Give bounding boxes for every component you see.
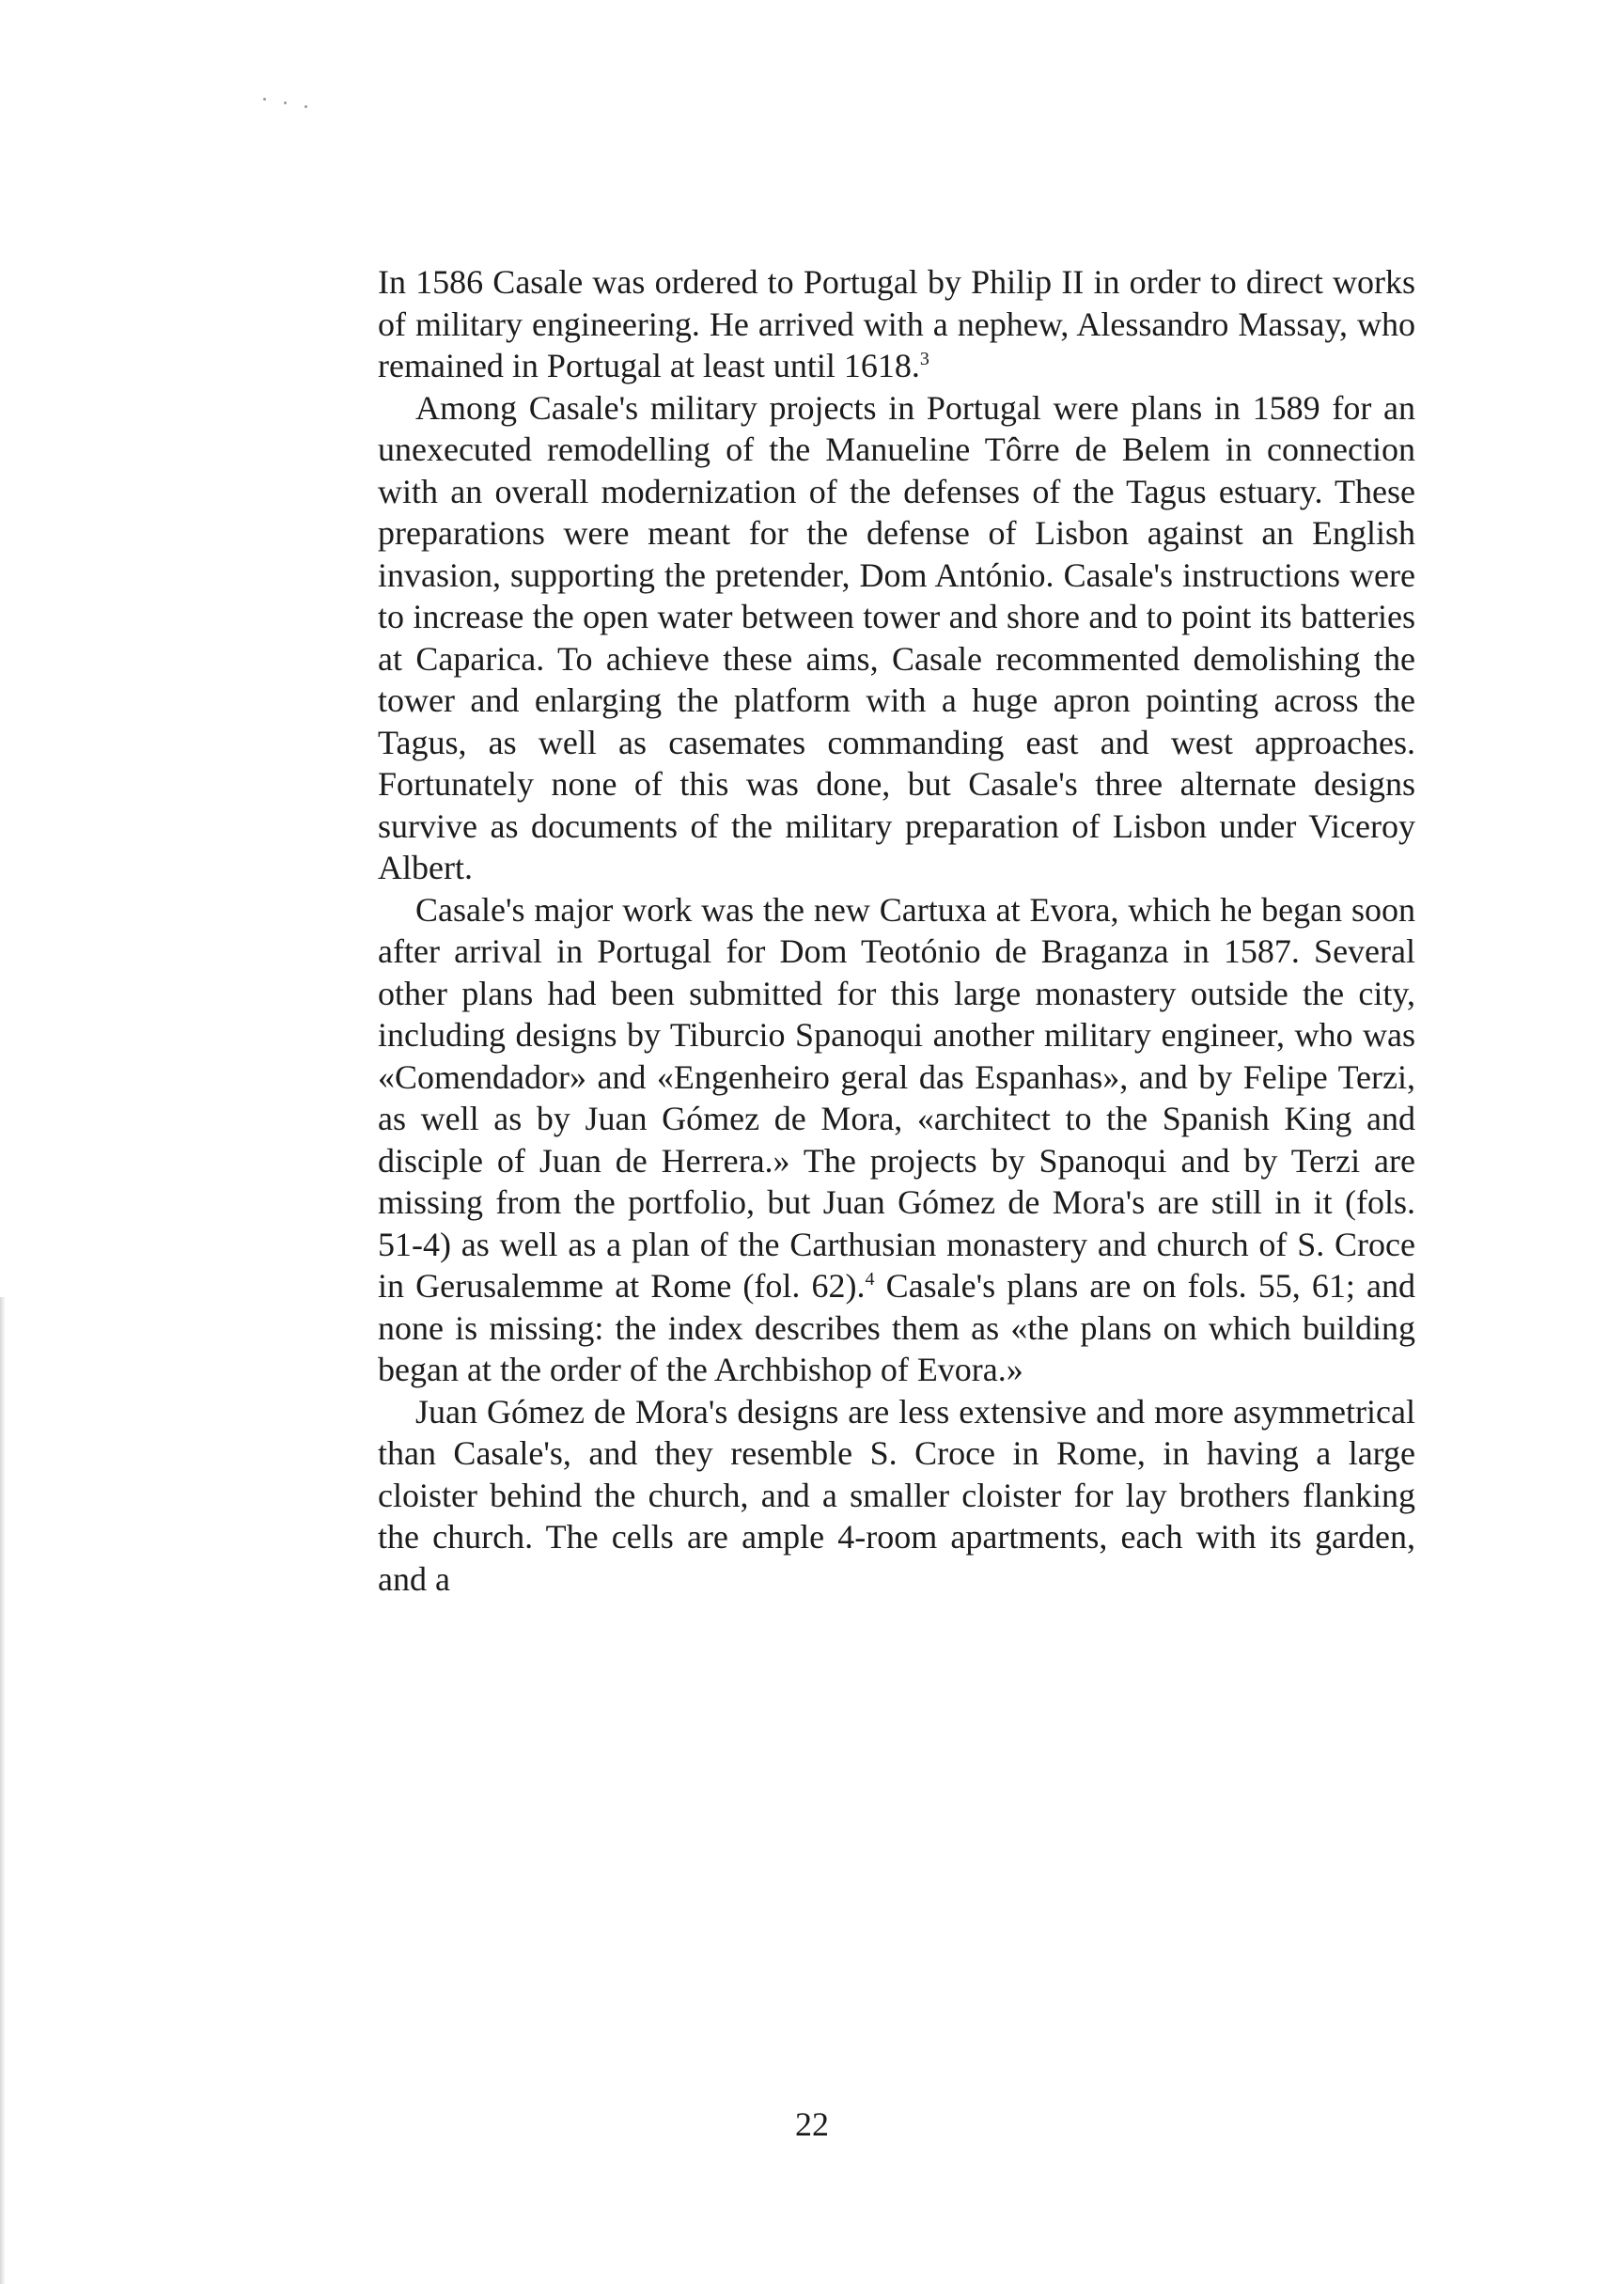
speck	[263, 98, 266, 101]
paragraph-2-text: Among Casale's military projects in Portugal were plans in 1589 for an unexecuted remodelling of the Manueline Tôrre de Belem in connection with an overall modernization of the defenses of the Tagus estuary. These preparations were meant for the defense of Lisbon against an English invasion, supporting the pretender, Dom António. Casale's instructions were to increase the open water between tower and shore and to point its batteries at Caparica. To achieve these aims, Casale recommented demolishing the tower and enlarging the platform with a huge apron pointing across the Tagus, as well as casemates commanding east and west approaches. Fortunately none of this was done, but Casale's three alternate designs survive as documents of the military preparation of Lisbon under Viceroy Albert.	[378, 388, 1415, 886]
footnote-mark-3: 3	[919, 349, 929, 369]
scan-specks	[263, 94, 320, 113]
speck	[304, 105, 307, 108]
paragraph-1	[378, 261, 1415, 387]
paragraph-3-text-a: Casale's major work was the new Cartuxa at Evora, which he began soon after arrival in Portugal for Dom Teotónio de Braganza in 1587. Several other plans had been submitted for this large monastery outside the city, including designs by Tiburcio Spanoqui another military engineer, who was «Comendador» and «Engenheiro geral das Espanhas», and by Felipe Terzi, as well as by Juan Gómez de Mora, «architect to the Spanish King and disciple of Juan de Herrera.» The projects by Spanoqui and by Terzi are missing from the portfolio, but Juan Gómez de Mora's are still in it (fols. 51-4) as well as a plan of the Carthusian monastery and church of S. Croce in Gerusalemme at Rome (fol. 62).	[378, 890, 1415, 1305]
paragraph-4	[378, 1391, 1415, 1601]
footnote-mark-4: 4	[865, 1269, 875, 1290]
paragraph-3	[378, 889, 1415, 1391]
paragraph-4-text: Juan Gómez de Mora's designs are less extensive and more asymmetrical than Casale's, and they resemble S. Croce in Rome, in having a large cloister behind the church, and a smaller cloister for lay brothers flanking the church. The cells are ample 4-room apartments, each with its garden, and a	[378, 1392, 1415, 1598]
body-text	[378, 261, 1415, 1600]
speck	[284, 102, 287, 104]
page-number: 22	[795, 2105, 829, 2143]
paragraph-2	[378, 387, 1415, 889]
paragraph-3-text-b: Casale's plans are on fols. 55, 61; and none is missing: the index describes them as «the plans on which building began at the order of the Archbishop of Evora.»	[378, 1267, 1416, 1388]
paragraph-1-text: In 1586 Casale was ordered to Portugal by Philip II in order to direct works of military engineering. He arrived with a nephew, Alessandro Massay, who remained in Portugal at least until 1618.	[378, 263, 1415, 384]
